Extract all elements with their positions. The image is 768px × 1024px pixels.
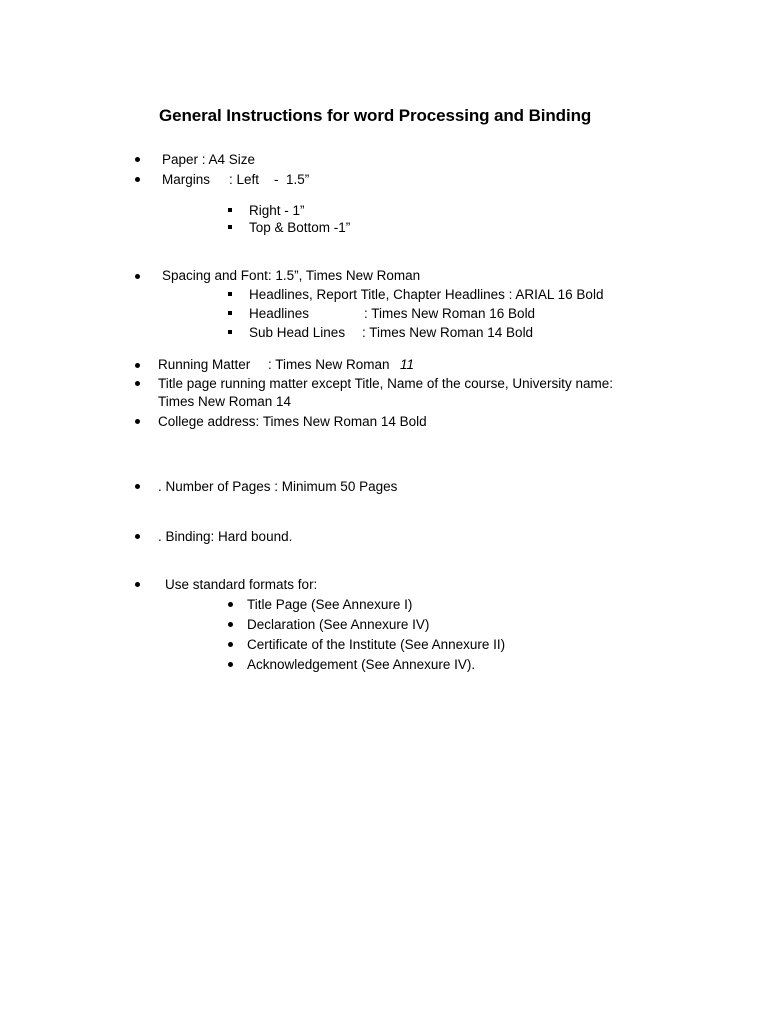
font-subhead-label: Sub Head Lines (249, 325, 346, 340)
margin-right-item: Right - 1” (249, 203, 305, 218)
bullet-icon (135, 177, 140, 182)
formats-intro: Use standard formats for: (165, 577, 318, 592)
bullet-icon (228, 602, 233, 607)
square-bullet-icon (228, 311, 232, 315)
font-subhead-value: : Times New Roman 14 Bold (362, 325, 534, 340)
page-title: General Instructions for word Processing and Binding (159, 106, 592, 125)
format-item: Certificate of the Institute (See Annexure II) (247, 637, 506, 652)
running-matter-size: 11 (400, 357, 415, 372)
bullet-icon (135, 274, 140, 279)
font-headlines-value: : Times New Roman 16 Bold (364, 306, 536, 321)
spacing-font-item: Spacing and Font: 1.5”, Times New Roman (162, 268, 421, 283)
font-headlines-report-item: Headlines, Report Title, Chapter Headlines : ARIAL 16 Bold (249, 287, 604, 302)
square-bullet-icon (228, 292, 232, 296)
square-bullet-icon (228, 330, 232, 334)
format-item: Declaration (See Annexure IV) (247, 617, 430, 632)
bullet-icon (135, 534, 140, 539)
college-address-item: College address: Times New Roman 14 Bold (158, 414, 427, 429)
bullet-icon (228, 642, 233, 647)
bullet-icon (135, 484, 140, 489)
square-bullet-icon (228, 208, 232, 212)
margin-top-bottom-item: Top & Bottom -1” (249, 220, 351, 235)
bullet-icon (135, 157, 140, 162)
bullet-icon (228, 662, 233, 667)
running-matter-value: : Times New Roman (268, 357, 390, 372)
number-of-pages-item: . Number of Pages : Minimum 50 Pages (158, 479, 398, 494)
binding-item: . Binding: Hard bound. (158, 529, 293, 544)
bullet-icon (135, 381, 140, 386)
paper-item: Paper : A4 Size (162, 152, 256, 167)
square-bullet-icon (228, 225, 232, 229)
format-item: Acknowledgement (See Annexure IV). (247, 657, 476, 672)
bullet-icon (135, 582, 140, 587)
margins-label: Margins (162, 172, 211, 187)
format-item: Title Page (See Annexure I) (247, 597, 413, 612)
margins-left-value: : Left - 1.5” (229, 172, 310, 187)
font-headlines-label: Headlines (249, 306, 310, 321)
title-page-line2: Times New Roman 14 (158, 394, 292, 409)
bullet-icon (135, 363, 140, 368)
bullet-icon (228, 622, 233, 627)
title-page-line1: Title page running matter except Title, Name of the course, University name: (158, 376, 613, 391)
bullet-icon (135, 419, 140, 424)
running-matter-label: Running Matter (158, 357, 251, 372)
